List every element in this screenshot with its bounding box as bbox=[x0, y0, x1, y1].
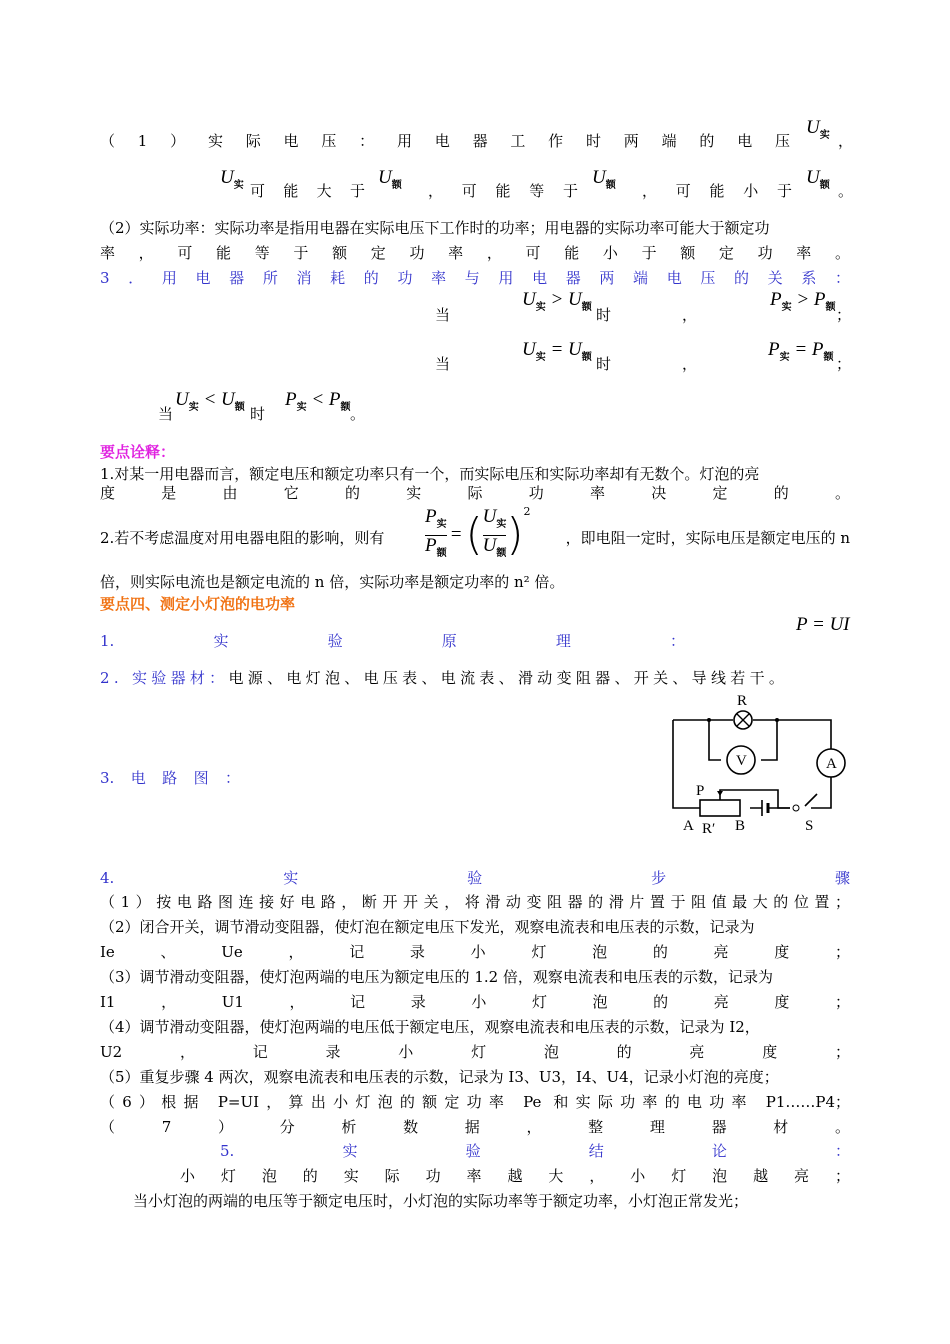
end-b-label: B bbox=[735, 818, 746, 834]
conclusion: 当小灯泡的两端的电压等于额定电压时，小灯泡的实际功率等于额定功率，小灯泡正常发光； bbox=[133, 1192, 749, 1210]
step: I1，U1，记录小灯泡的亮度； bbox=[100, 993, 850, 1011]
steps-label: 4.实验步骤 bbox=[100, 869, 850, 887]
semicolon: ； bbox=[836, 355, 852, 373]
when: 当 bbox=[158, 405, 174, 423]
relation-heading: 3．用电器所消耗的功率与用电器两端电压的关系： bbox=[100, 269, 850, 287]
circuit-label: 3.电路图： bbox=[100, 769, 240, 787]
step: （2）闭合开关，调节滑动变阻器，使灯泡在额定电压下发光，观察电流表和电压表的示数，记录为 bbox=[100, 918, 755, 936]
text: 可能大于 bbox=[250, 182, 365, 200]
conclusion: 小灯泡的实际功率越大，小灯泡越亮； bbox=[180, 1167, 850, 1185]
voltmeter-label: V bbox=[736, 753, 747, 769]
note-1-line-2: 度是由它的实际功率决定的。 bbox=[100, 484, 850, 502]
time: 时 bbox=[596, 306, 612, 324]
text: ，可能等于 bbox=[428, 182, 578, 200]
step: （4）调节滑动变阻器，使灯泡两端的电压低于额定电压，观察电流表和电压表的示数，记录为 I2， bbox=[100, 1018, 760, 1036]
slider-arrow-icon bbox=[717, 791, 723, 796]
condition-formula: $U_实 < U_额$ bbox=[175, 389, 245, 413]
semicolon: ； bbox=[836, 306, 852, 324]
time: 时 bbox=[596, 355, 612, 373]
u-rated-formula: $U_额$ bbox=[806, 167, 830, 191]
lamp-icon bbox=[734, 711, 752, 729]
rheostat-label: R′ bbox=[702, 821, 716, 837]
time: 时 bbox=[250, 405, 266, 423]
note-1: 1.对某一用电器而言，额定电压和额定功率只有一个，而实际电压和实际功率却有无数个。灯泡的亮 bbox=[100, 465, 760, 483]
actual-voltage-line: （1）实际电压：用电器工作时两端的电压 bbox=[100, 132, 790, 150]
step: （5）重复步骤 4 两次，观察电流表和电压表的示数，记录为 I3、U3，I4、U4，记录小灯泡的亮度； bbox=[100, 1068, 779, 1086]
period: 。 bbox=[350, 405, 366, 423]
conclusion-label: 5.实验结论： bbox=[220, 1142, 850, 1160]
text: ，可能小于 bbox=[642, 182, 792, 200]
u-actual-formula: $U_实$ bbox=[806, 117, 830, 141]
actual-power-line-2: 率，可能等于额定功率，可能小于额定功率。 bbox=[100, 244, 850, 262]
u-actual-formula: $U_实$ bbox=[220, 167, 244, 191]
step: （7）分析数据，整理器材。 bbox=[100, 1118, 850, 1136]
ammeter-label: A bbox=[826, 756, 837, 772]
note-2-prefix: 2.若不考虑温度对用电器电阻的影响，则有 bbox=[100, 529, 385, 547]
comma: ， bbox=[838, 132, 854, 150]
step: （1）按电路图连接好电路，断开开关，将滑动变阻器的滑片置于阻值最大的位置； bbox=[100, 893, 850, 911]
u-rated-formula: $U_额$ bbox=[592, 167, 616, 191]
battery-icon bbox=[762, 800, 768, 816]
result-formula: $P_实 = P_额$ bbox=[768, 339, 834, 363]
condition-formula: $U_实 = U_额$ bbox=[522, 339, 592, 363]
lamp-label: R bbox=[737, 693, 748, 709]
step: （3）调节滑动变阻器，使灯泡两端的电压为额定电压的 1.2 倍，观察电流表和电压表的示数，记录为 bbox=[100, 968, 773, 986]
materials-list: 电源、电灯泡、电压表、电流表、滑动变阻器、开关、导线若干。 bbox=[228, 669, 789, 687]
condition-formula: $U_实 > U_额$ bbox=[522, 289, 592, 313]
section-heading: 要点四、测定小灯泡的电功率 bbox=[100, 595, 296, 613]
u-rated-formula: $U_额$ bbox=[378, 167, 402, 191]
materials-label: 2. 实验器材： bbox=[100, 669, 229, 687]
period: 。 bbox=[838, 182, 854, 200]
principle-label: 1.实验原理： bbox=[100, 632, 685, 650]
step: Ie、Ue，记录小灯泡的亮度； bbox=[100, 943, 850, 961]
switch-label: S bbox=[805, 818, 814, 834]
result-formula: $P_实 > P_额$ bbox=[770, 289, 836, 313]
notes-heading: 要点诠释： bbox=[100, 443, 176, 461]
when: 当 bbox=[435, 306, 451, 324]
principle-formula: P = UI bbox=[796, 614, 850, 635]
step: （6）根据 P=UI，算出小灯泡的额定功率 Pe 和实际功率的电功率 P1……P4； bbox=[100, 1093, 850, 1111]
switch-icon bbox=[793, 805, 799, 811]
result-formula: $P_实 < P_额$ bbox=[285, 389, 351, 413]
comma: ， bbox=[682, 355, 698, 373]
slider-label: P bbox=[696, 783, 705, 799]
step: U2，记录小灯泡的亮度； bbox=[100, 1043, 850, 1061]
note-2-suffix: ，即电阻一定时，实际电压是额定电压的 n bbox=[565, 529, 850, 547]
end-a-label: A bbox=[683, 818, 694, 834]
note-2-line-2: 倍，则实际电流也是额定电流的 n 倍，实际功率是额定功率的 n² 倍。 bbox=[100, 573, 565, 591]
materials-line bbox=[100, 668, 850, 688]
comma: ， bbox=[682, 306, 698, 324]
circuit-diagram bbox=[665, 688, 855, 838]
power-ratio-formula: $\frac{P_实}{P_额}$ = ( $\frac{U_实}{U_额}$ ) 2 bbox=[425, 505, 531, 560]
when: 当 bbox=[435, 355, 451, 373]
actual-power-line: （2）实际功率：实际功率是指用电器在实际电压下工作时的功率；用电器的实际功率可能大于额定功 bbox=[100, 219, 770, 237]
